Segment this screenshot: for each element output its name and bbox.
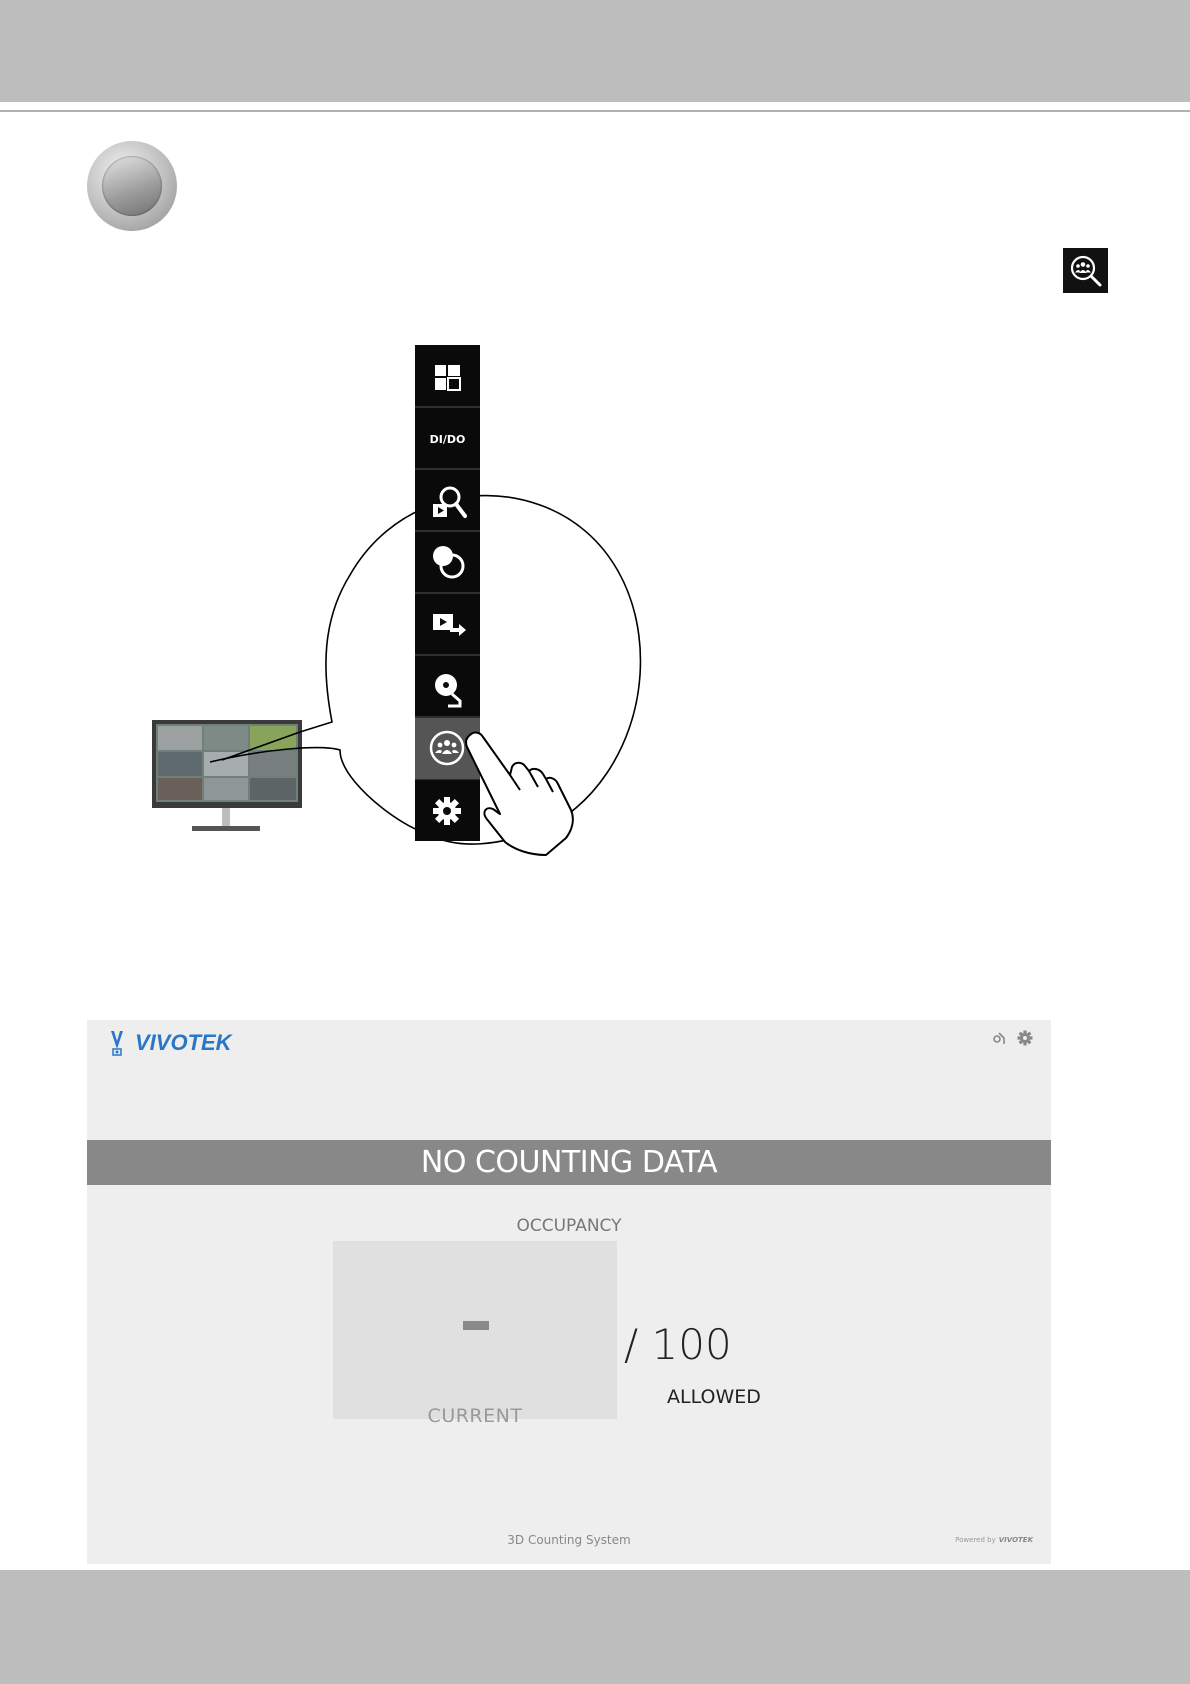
logout-icon[interactable] [991, 1030, 1007, 1046]
powered-by-text: Powered by [955, 1536, 996, 1544]
app-toolbar [991, 1030, 1033, 1046]
powered-by [955, 1536, 1033, 1544]
toolbar-illustration [0, 330, 700, 870]
current-occupancy-panel [333, 1241, 617, 1427]
header-divider [0, 110, 1190, 112]
vivotek-logo-text: VIVOTEK [135, 1030, 232, 1055]
vivotek-logo [109, 1028, 232, 1058]
vivotek-logo-mark-icon [109, 1029, 133, 1057]
powered-by-brand: VIVOTEK [998, 1536, 1033, 1544]
status-banner [87, 1140, 1051, 1185]
monitor-illustration [152, 720, 302, 831]
current-value-placeholder [463, 1321, 489, 1330]
settings-gear-icon [433, 797, 461, 825]
people-counting-search-icon [1063, 248, 1108, 293]
current-label: CURRENT [427, 1405, 523, 1427]
step-bullet-icon [87, 141, 177, 231]
counting-app-screenshot [87, 1020, 1051, 1564]
page-footer-band [0, 1570, 1190, 1684]
allowed-value: / 100 [624, 1320, 732, 1369]
side-toolbar [415, 345, 480, 841]
dido-icon: DI/DO [429, 433, 466, 446]
occupancy-label: OCCUPANCY [516, 1216, 622, 1236]
footer-title: 3D Counting System [507, 1533, 631, 1547]
settings-icon[interactable] [1017, 1030, 1033, 1046]
status-banner-text: NO COUNTING DATA [420, 1145, 718, 1180]
page-header-band [0, 0, 1190, 102]
pointing-hand-icon [466, 733, 573, 855]
allowed-label: ALLOWED [667, 1386, 761, 1408]
